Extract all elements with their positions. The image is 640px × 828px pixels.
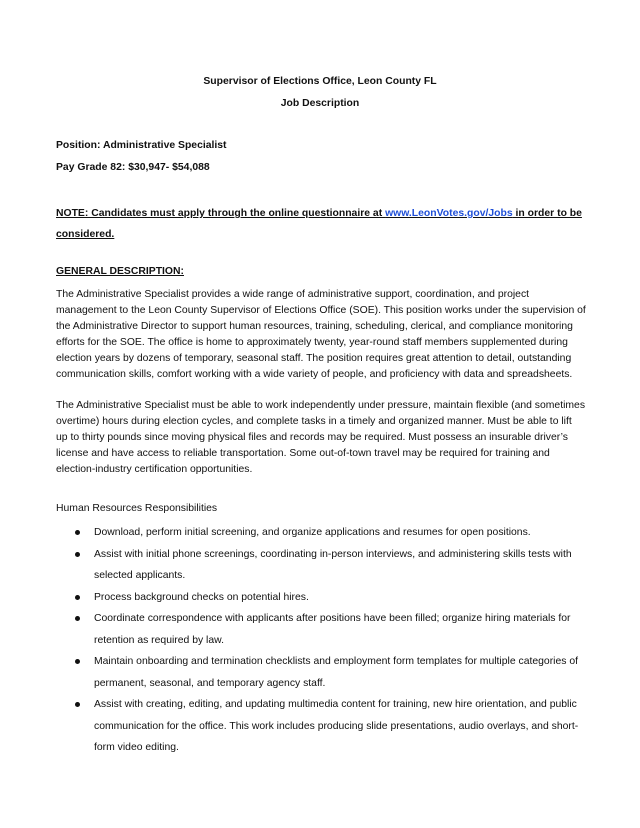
general-paragraph-2: The Administrative Specialist must be able to work independently under pressure, maintain flexible (and sometimes overtime) hours during election cycles, and complete tasks in a timely and organized manner. Must be able to lift up to thirty pounds since moving physical files and records may be required. Must possess an insurable driver’s license and have access to reliable transportation. Some out-of-town travel may be required for training and election-industry certification opportunities. xyxy=(56,400,586,475)
note-suffix: in order to be considered. xyxy=(56,208,582,240)
list-item xyxy=(56,694,591,759)
list-item xyxy=(56,651,591,694)
list-item-text: Download, perform initial screening, and organize applications and resumes for open positions. xyxy=(94,527,531,538)
pay-grade: Pay Grade 82: $30,947- $54,088 xyxy=(56,162,210,173)
list-item xyxy=(56,608,591,651)
bullet-icon xyxy=(75,659,80,664)
list-item-text: Maintain onboarding and termination checklists and employment form templates for multiple categories of permanent, seasonal, and temporary agency staff. xyxy=(94,656,578,689)
document-type: Job Description xyxy=(280,98,360,109)
bullet-icon xyxy=(75,552,80,557)
bullet-icon xyxy=(75,530,80,535)
list-item xyxy=(56,587,591,609)
list-item-text: Coordinate correspondence with applicants after positions have been filled; organize hiring materials for retention as required by law. xyxy=(94,613,571,646)
list-item-text: Assist with creating, editing, and updating multimedia content for training, new hire orientation, and public communication for the office. This work includes producing slide presentations, audio overlays, and short-form video editing. xyxy=(94,699,579,753)
list-item xyxy=(56,544,591,587)
list-item-text: Assist with initial phone screenings, coordinating in-person interviews, and administering skills tests with selected applicants. xyxy=(94,548,572,581)
hr-responsibilities-heading: Human Resources Responsibilities xyxy=(56,503,218,514)
list-item-text: Process background checks on potential hires. xyxy=(94,591,309,603)
bullet-icon xyxy=(75,595,80,600)
list-item xyxy=(56,522,591,544)
note-prefix: NOTE: Candidates must apply through the online questionnaire at xyxy=(56,208,386,219)
hr-responsibilities-list xyxy=(56,522,591,759)
bullet-icon xyxy=(75,702,80,707)
jobs-link[interactable]: www.LeonVotes.gov/Jobs xyxy=(385,208,513,219)
general-description-heading: GENERAL DESCRIPTION: xyxy=(56,266,184,277)
position-title: Position: Administrative Specialist xyxy=(56,140,227,151)
general-paragraph-1: The Administrative Specialist provides a wide range of administrative support, coordination, and project management to the Leon County Supervisor of Elections Office (SOE). This position works under the supervision of the Administrative Director to support human resources, training, scheduling, clerical, and compliance monitoring efforts for the SOE. The office is home to approximately twenty, year-round staff members supplemented during election years by dozens of temporary, seasonal staff. The position requires great attention to detail, outstanding communication skills, comfort working with a wide variety of people, and proficiency with data and spreadsheets. xyxy=(56,289,586,380)
bullet-icon xyxy=(75,616,80,621)
application-note xyxy=(56,203,586,245)
office-title: Supervisor of Elections Office, Leon County FL xyxy=(203,76,437,87)
